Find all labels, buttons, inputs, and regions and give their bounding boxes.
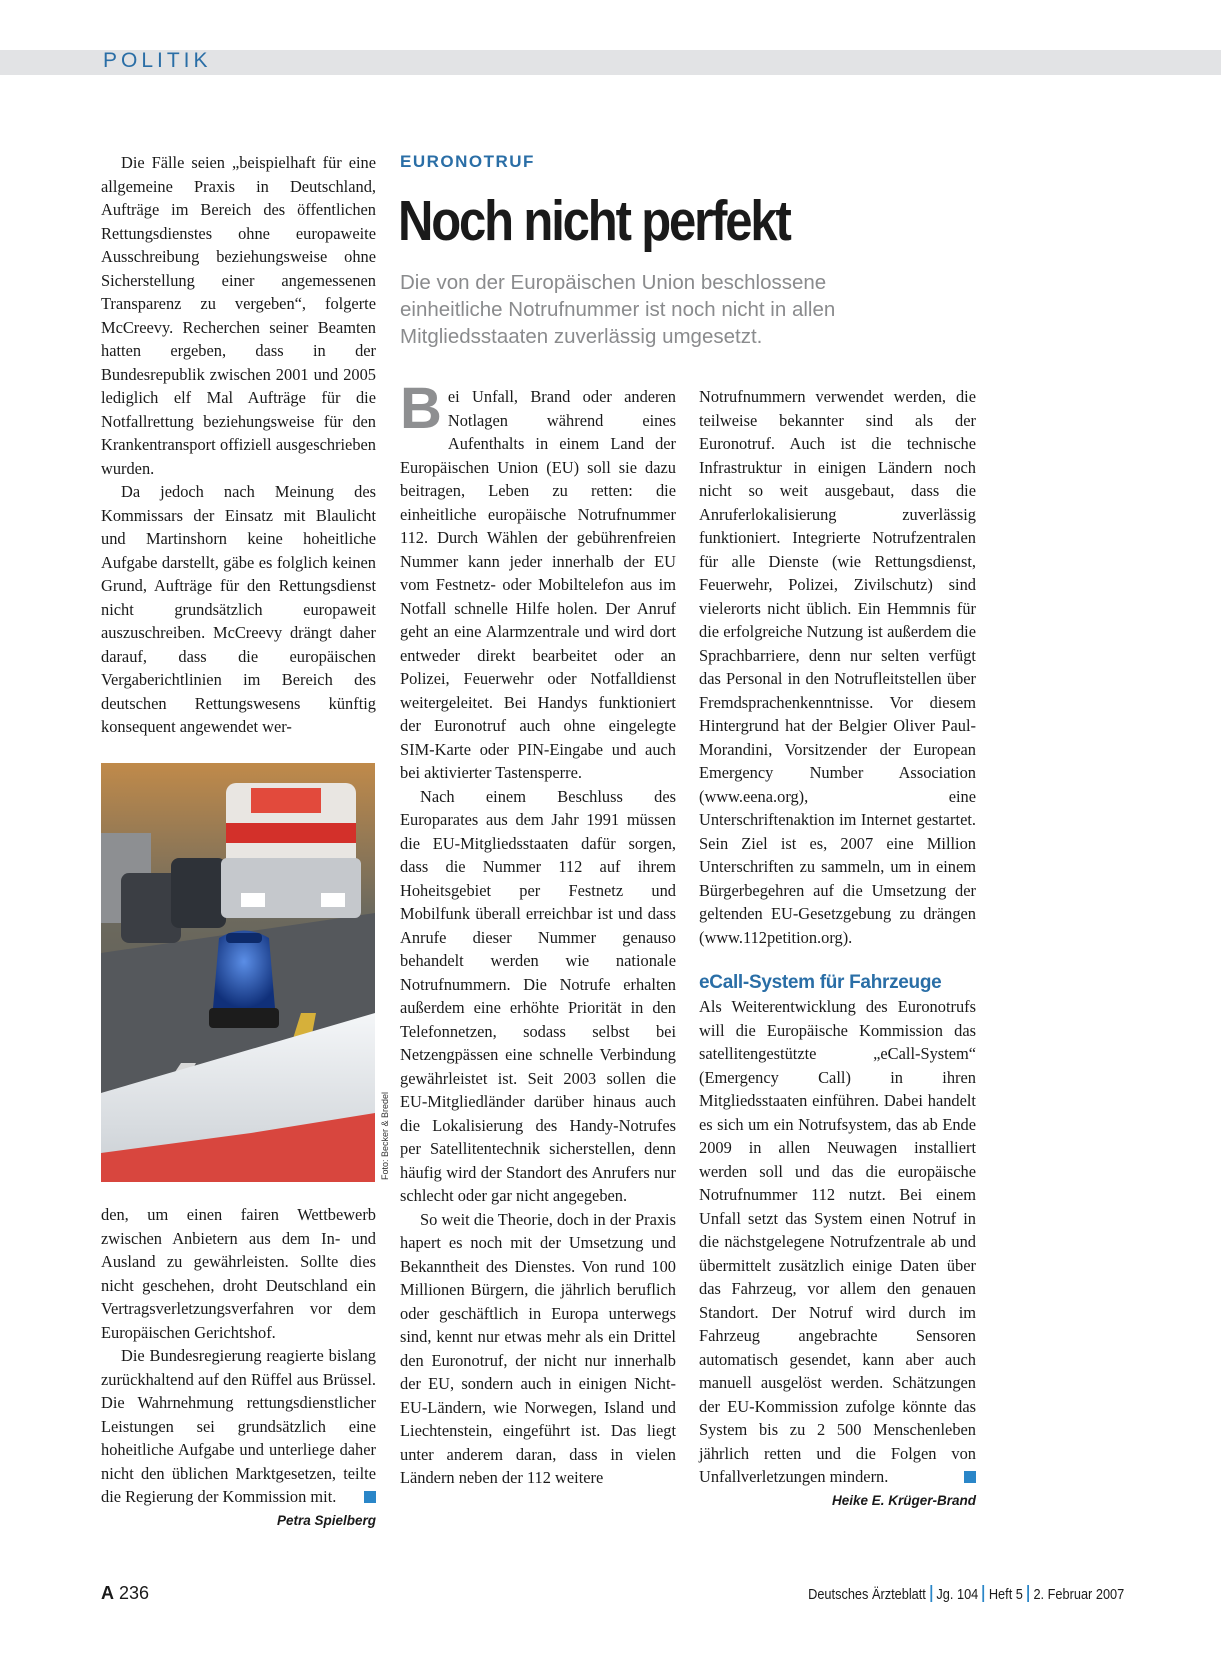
separator <box>982 1585 984 1602</box>
page-number <box>101 1583 149 1604</box>
article-paragraph-3: So weit die Theorie, doch in der Praxis hapert es noch mit der Umsetzung und Bekanntheit des Dienstes. Von rund 100 Millionen Bürgern, die jährlich beruflich oder geschäftlich in Europa unterwegs sind, kennt nur etwas mehr als ein Drittel den Euronotruf, der nicht nur innerhalb der EU, sondern auch in einigen Nicht-EU-Ländern, wie Norwegen, Island und Liechtenstein, eingeführt ist. Das liegt unter anderem daran, dass in vielen Ländern neben der 112 weitere <box>400 1209 676 1487</box>
drop-cap: B <box>400 376 442 441</box>
journal-volume: Jg. 104 <box>936 1587 979 1603</box>
article-kicker: EURONOTRUF <box>400 152 535 171</box>
page-prefix: A <box>101 1583 114 1603</box>
article-paragraph-1-text: ei Unfall, Brand oder anderen Notlagen während eines Aufenthalts in einem Land der Europäischen Union (EU) soll sie dazu beitragen, Leben zu retten: die einheitliche europäische Notrufnummer 112. Durch Wählen der gebührenfreien Nummer kann jeder innerhalb der EU vom Festnetz- oder Mobiltelefon aus im Notfall schnelle Hilfe holen. Der Anruf geht an eine Alarmzentrale und wird dort entweder direkt bearbeitet oder an Polizei, Feuerwehr oder Notfalldienst weitergeleitet. Bei Handys funktioniert der Euronotruf auch ohne eingelegte SIM-Karte oder PIN-Eingabe und auch bei aktivierter Tastensperre. <box>400 387 676 782</box>
left-author: Petra Spielberg <box>276 1512 376 1528</box>
article-paragraph-5-text: Als Weiterentwicklung des Euronotrufs will die Europäische Kommission das satellitengestützte „eCall-System“ (Emergency Call) in ihren Mitgliedsstaaten einführen. Dabei handelt es sich um ein Notrufsystem, das ab Ende 2009 in allen Neuwagen installiert werden soll und das die europäische Notrufnummer 112 nutzt. Bei einem Unfall setzt das System einen Notruf in die nächstgelegene Notrufzentrale ab und übermittelt zusätzlich einige Daten über das Fahrzeug, vor allem den genauen Standort. Der Notruf wird durch im Fahrzeug angebrachte Sensoren automatisch gesendet, kann aber auch manuell ausgelöst werden. Schätzungen der EU-Kommission zufolge könnte das System bis zu 2 500 Menschenleben jährlich retten und die Folgen von Unfallverletzungen mindern. <box>699 997 976 1486</box>
article-paragraph-2: Nach einem Beschluss des Europarates aus dem Jahr 1991 müssen die EU-Mitgliedsstaaten dafür sorgen, dass die Nummer 112 auf ihrem Hoheitsgebiet per Festnetz und Mobilfunk überall erreichbar ist und dass Anrufe dieser Nummer genauso behandelt werden wie nationale Notrufnummern. Die Notrufe erhalten außerdem eine erhöhte Priorität in den Telefonnetzen, sodass selbst bei Netzengpässen eine schnelle Verbindung gewährleistet ist. Seit 2003 sollen die EU-Mitgliedländer darüber hinaus auch die Lokalisierung des Handy-Notrufes per Satellitentechnik sicherstellen, denn häufig wird der Standort des Anrufers nur schlecht oder gar nicht angegeben. <box>400 786 676 1205</box>
journal-name: Deutsches Ärzteblatt <box>807 1587 926 1603</box>
left-column-bottom <box>101 1203 376 1531</box>
article-column-2 <box>699 385 976 1511</box>
article-subheading: eCall-System für Fahrzeuge <box>699 972 942 993</box>
end-mark-icon <box>964 1471 976 1483</box>
photo-credit: Foto: Becker & Bredel <box>380 1091 390 1180</box>
end-mark-icon <box>364 1491 376 1503</box>
article-author: Heike E. Krüger-Brand <box>831 1492 976 1508</box>
ambulance-photo-image <box>101 763 375 1182</box>
section-label: POLITIK <box>103 49 212 72</box>
journal-info <box>808 1585 1124 1603</box>
left-paragraph-1: Die Fälle seien „beispielhaft für eine allgemeine Praxis in Deutschland, Aufträge im Bereich des öffentlichen Rettungsdienstes ohne europaweite Ausschreibung beziehungsweise ohne Sicherstellung einer angemessenen Transparenz zu vergeben“, folgerte McCreevy. Recherchen seiner Beamten hatten ergeben, dass in der Bundesrepublik zwischen 2001 und 2005 lediglich elf Mal Aufträge für die Notfallrettung beziehungsweise für den Krankentransport offiziell ausgeschrieben wurden. <box>101 153 376 478</box>
article-lead: Die von der Europäischen Union beschlossene einheitliche Notrufnummer ist noch nicht in allen Mitgliedsstaaten zuverlässig umgesetzt. <box>400 271 836 348</box>
article-column-1 <box>400 376 676 1490</box>
left-paragraph-4 <box>101 1344 376 1509</box>
article-paragraph-1 <box>400 376 676 785</box>
article-headline: Noch nicht perfekt <box>398 189 790 253</box>
left-paragraph-4-text: Die Bundesregierung reagierte bislang zurückhaltend auf den Rüffel aus Brüssel. Die Wahrnehmung rettungsdienstlicher Leistungen sei grundsätzlich eine hoheitliche Aufgabe und unterliege daher nicht den üblichen Marktgesetzen, teilte die Regierung der Kommission mit. <box>101 1346 376 1506</box>
journal-date: 2. Februar 2007 <box>1033 1587 1124 1603</box>
page-number-value: 236 <box>119 1583 150 1603</box>
ambulance-photo <box>101 763 375 1182</box>
left-paragraph-2: Da jedoch nach Meinung des Kommissars der Einsatz mit Blaulicht und Martinshorn keine hoheitliche Aufgabe darstellt, gäbe es folglich keinen Grund, Aufträge für den Rettungsdienst nicht grundsätzlich europaweit auszuschreiben. McCreevy drängt daher darauf, dass die europäischen Vergaberichtlinien im Bereich des deutschen Rettungswesens künftig konsequent angewendet wer- <box>101 482 376 736</box>
separator <box>930 1585 932 1602</box>
journal-issue: Heft 5 <box>988 1587 1023 1603</box>
separator <box>1027 1585 1029 1602</box>
left-column-top <box>101 151 376 739</box>
article-paragraph-5 <box>699 995 976 1489</box>
article-paragraph-4: Notrufnummern verwendet werden, die teilweise bekannter sind als der Euronotruf. Auch ist die technische Infrastruktur in einigen Ländern noch nicht so weit ausgebaut, dass die Anruferlokalisierung zuverlässig funktioniert. Integrierte Notrufzentralen für alle Dienste (wie Rettungsdienst, Feuerwehr, Polizei, Zivilschutz) sind vielerorts nicht üblich. Ein Hemmnis für die erfolgreiche Nutzung ist außerdem die Sprachbarriere, denn nur selten verfügt das Personal in den Notrufleitstellen über Fremdsprachenkenntnisse. Vor diesem Hintergrund hat der Belgier Oliver Paul-Morandini, Vorsitzender der European Emergency Number Association (www.eena.org), eine Unterschriftenaktion im Internet gestartet. Sein Ziel ist es, 2007 eine Million Unterschriften zu sammeln, um in einem Bürgerbegehren auf die Umsetzung der geltenden EU-Gesetzgebung zu drängen (www.112petition.org). <box>699 387 976 947</box>
left-paragraph-3: den, um einen fairen Wettbewerb zwischen Anbietern aus dem In- und Ausland zu gewährleisten. Sollte dies nicht geschehen, droht Deutschland ein Vertragsverletzungsverfahren vor dem Europäischen Gerichtshof. <box>101 1205 376 1342</box>
